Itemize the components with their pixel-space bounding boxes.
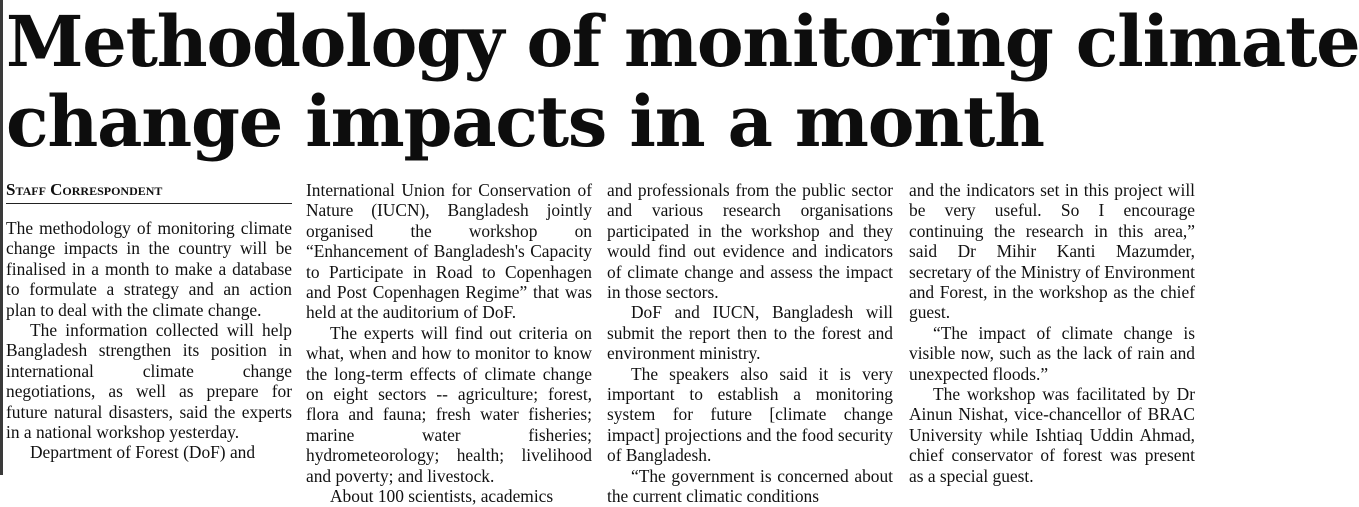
article-column-3 [607, 180, 893, 507]
headline-line-2: change impacts in a month [6, 80, 1044, 163]
paragraph: The workshop was facilitated by Dr Ainun Nishat, vice-chancellor of BRAC University while Ishtiaq Uddin Ahmad, chief conservator of forest was present as a special guest. [909, 384, 1195, 486]
headline [6, 0, 1359, 163]
paragraph: Department of Forest (DoF) and [30, 442, 256, 463]
paragraph: “The impact of climate change is visible now, such as the lack of rain and unexpected floods.” [909, 322, 1195, 384]
paragraph: DoF and IUCN, Bangladesh will submit the report then to the forest and environment ministry. [607, 302, 893, 364]
paragraph: and the indicators set in this project will be very useful. So I encourage continuing the research in this area,” said Dr Mihir Kanti Mazumder, secretary of the Ministry of Environment and Forest, in the workshop as the chief guest. [909, 180, 1195, 323]
byline: Staff Correspondent [6, 180, 292, 204]
paragraph: The methodology of monitoring climate change impacts in the country will be finalised in a month to make a database to formulate a strategy and an action plan to deal with the climate change. [6, 218, 292, 320]
paragraph: “The government is concerned about the current climatic conditions [607, 465, 893, 507]
article-column-1 [6, 180, 292, 463]
paragraph: The information collected will help Bangladesh strengthen its position in international climate change negotiations, as well as prepare for future natural disasters, said the experts in a national workshop yesterday. [6, 320, 292, 443]
article-column-4 [909, 180, 1195, 486]
left-column-rule [0, 0, 3, 475]
paragraph: About 100 scientists, academics [330, 486, 554, 507]
article-column-2 [306, 180, 592, 507]
paragraph: International Union for Conservation of Nature (IUCN), Bangladesh jointly organised the workshop on “Enhancement of Bangladesh's Capacity to Participate in Road to Copenhagen and Post Copenhagen Regime” that was held at the auditorium of DoF. [306, 180, 592, 323]
paragraph: The speakers also said it is very important to establish a monitoring system for future [climate change impact] projections and the food security of Bangladesh. [607, 363, 893, 466]
paragraph: The experts will find out criteria on what, when and how to monitor to know the long-term effects of climate change on eight sectors -- agriculture; forest, flora and fauna; fresh water fisheries; marine water fisheries; hydrometeorology; health; livelihood and poverty; and livestock. [306, 322, 592, 486]
paragraph: and professionals from the public sector and various research organisations participated in the workshop and they would find out evidence and indicators of climate change and assess the impact in those sectors. [607, 180, 893, 303]
headline-line-1: Methodology of monitoring climate [6, 0, 1359, 83]
